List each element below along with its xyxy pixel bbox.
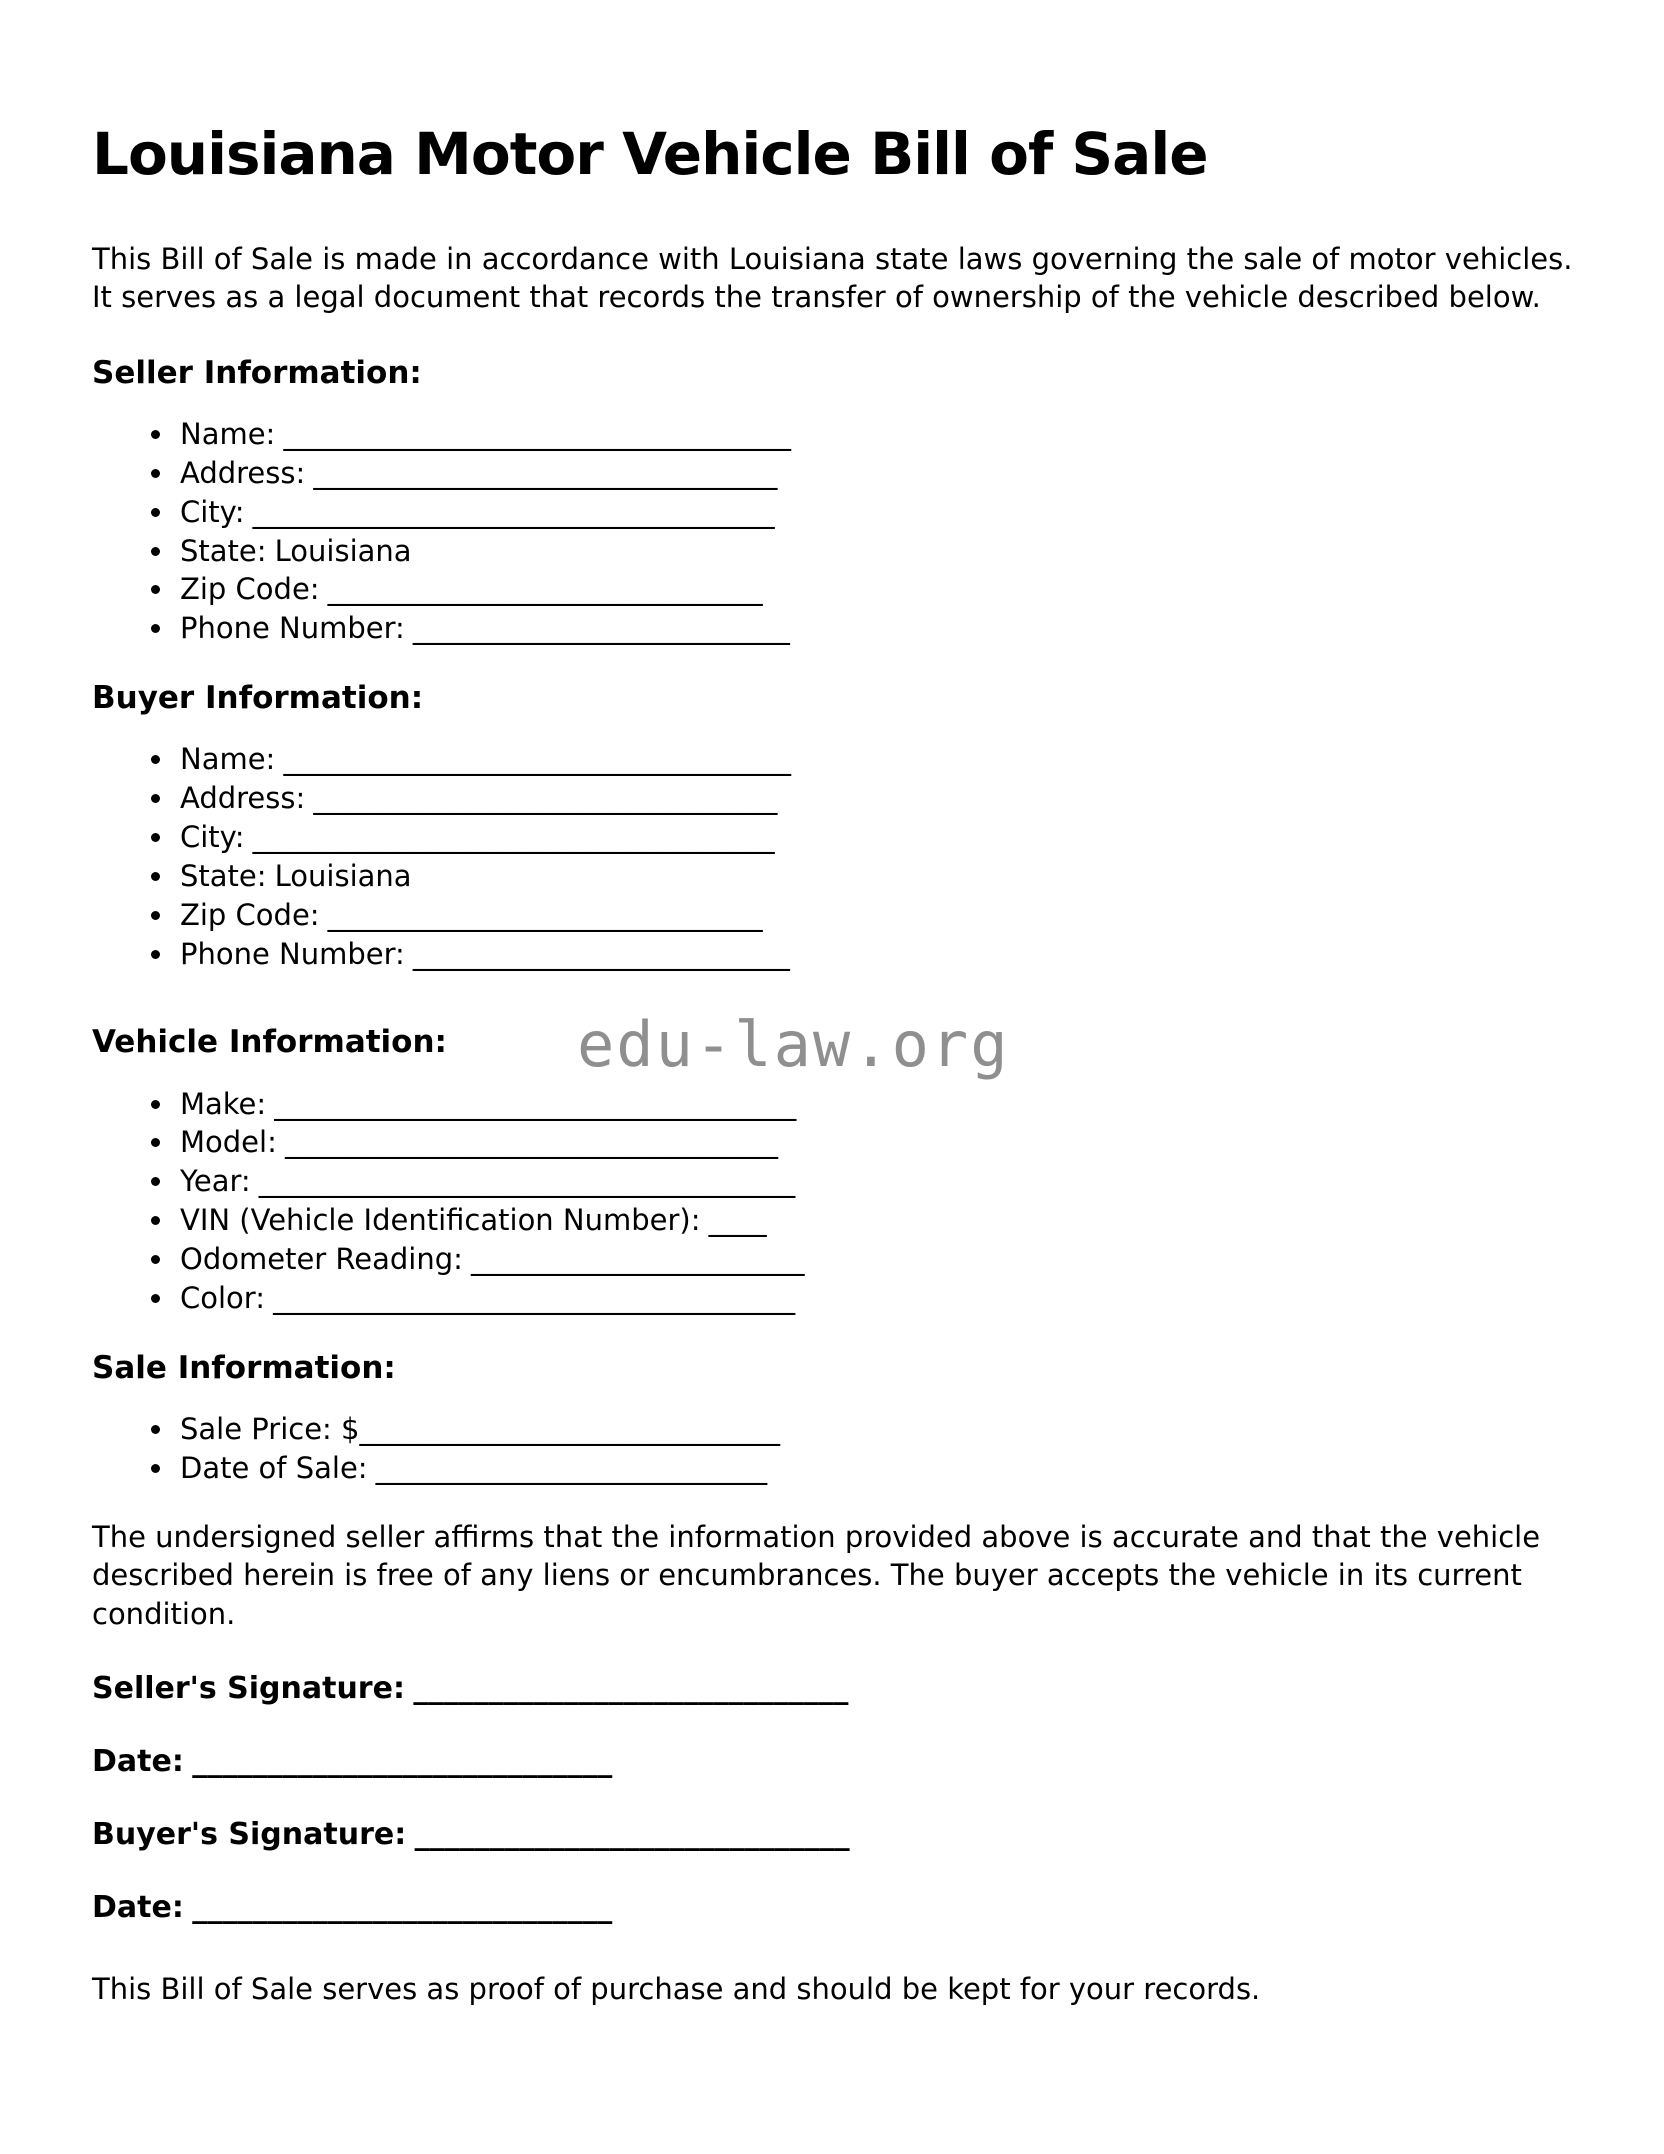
- field-label: Address:: [180, 455, 306, 490]
- blank-line: ______________________________: [327, 572, 763, 607]
- field-value: Louisiana: [274, 859, 412, 894]
- field-label: State:: [180, 533, 267, 568]
- seller-fields-list: [92, 415, 1576, 648]
- vehicle-year-field: [176, 1162, 1576, 1201]
- field-label: Sale Price: $: [180, 1411, 360, 1446]
- blank-line: _______________________: [471, 1241, 805, 1276]
- field-label: Address:: [180, 781, 306, 816]
- field-label: Date of Sale:: [180, 1450, 368, 1485]
- blank-line: ______________________________: [327, 897, 763, 932]
- affirmation-paragraph: The undersigned seller affirms that the information provided above is accurate and that the vehicle described herein is free of any liens or encumbrances. The buyer accepts the vehicle in its current condition.: [92, 1519, 1541, 1631]
- blank-line: __________________________: [412, 936, 790, 971]
- blank-line: __________________________: [412, 611, 790, 646]
- buyer-city-field: [176, 818, 1576, 857]
- field-label: Year:: [180, 1164, 251, 1199]
- edu-law-watermark: edu-law.org: [576, 1007, 1010, 1081]
- field-label: Zip Code:: [180, 572, 320, 607]
- blank-line: ____________________________________: [274, 1086, 797, 1121]
- sale-price-field: [176, 1410, 1576, 1449]
- seller-name-field: [176, 415, 1576, 454]
- field-label: Phone Number:: [180, 936, 405, 971]
- field-label: Model:: [180, 1125, 277, 1160]
- blank-line: ____________________________________: [273, 1280, 796, 1315]
- buyer-section-heading: Buyer Information:: [92, 680, 424, 717]
- blank-line: ___________________________________: [283, 417, 791, 452]
- blank-line: ________________________________: [313, 455, 778, 490]
- seller-section-heading: Seller Information:: [92, 354, 422, 391]
- buyer-phone-field: [176, 935, 1576, 974]
- blank-line: ________________________________: [313, 781, 778, 816]
- buyer-signature-line: [92, 1815, 1576, 1855]
- field-label: Odometer Reading:: [180, 1241, 463, 1276]
- buyer-state-field: [176, 857, 1576, 896]
- buyer-zip-field: [176, 896, 1576, 935]
- sale-fields-list: [92, 1410, 1576, 1488]
- signature-blank-line: ____________________________: [192, 1744, 613, 1780]
- vehicle-odometer-field: [176, 1240, 1576, 1279]
- buyer-address-field: [176, 779, 1576, 818]
- document-title: Louisiana Motor Vehicle Bill of Sale: [92, 120, 1208, 188]
- blank-line: _____________________________: [359, 1411, 780, 1446]
- signature-blank-line: _____________________________: [414, 1817, 850, 1853]
- signature-label: Date:: [92, 1890, 184, 1926]
- field-value: Louisiana: [274, 533, 412, 568]
- signature-label: Buyer's Signature:: [92, 1817, 407, 1853]
- blank-line: ____________________________________: [252, 494, 775, 529]
- blank-line: ____: [708, 1203, 767, 1238]
- blank-line: ___________________________: [375, 1450, 768, 1485]
- field-label: Name:: [180, 742, 276, 777]
- intro-paragraph: This Bill of Sale is made in accordance with Louisiana state laws governing the sale of motor vehicles. It serves as a legal document that records the transfer of ownership of the vehicle described below.: [92, 241, 1573, 315]
- sale-section-heading: Sale Information:: [92, 1349, 396, 1386]
- seller-address-field: [176, 454, 1576, 493]
- signature-label: Date:: [92, 1744, 184, 1780]
- vehicle-model-field: [176, 1123, 1576, 1162]
- field-label: Zip Code:: [180, 897, 320, 932]
- field-label: City:: [180, 820, 245, 855]
- seller-city-field: [176, 493, 1576, 532]
- buyer-signature-date-line: [92, 1888, 1576, 1928]
- signature-blank-line: ____________________________: [192, 1890, 613, 1926]
- blank-line: __________________________________: [284, 1125, 778, 1160]
- footer-note: This Bill of Sale serves as proof of purchase and should be kept for your records.: [92, 1971, 1261, 2006]
- field-label: Name:: [180, 417, 276, 452]
- blank-line: _____________________________________: [258, 1164, 796, 1199]
- vehicle-heading-row: [92, 1004, 1576, 1081]
- buyer-name-field: [176, 740, 1576, 779]
- field-label: Phone Number:: [180, 611, 405, 646]
- sale-date-field: [176, 1449, 1576, 1488]
- field-label: Make:: [180, 1086, 267, 1121]
- field-label: City:: [180, 494, 245, 529]
- vehicle-fields-list: [92, 1085, 1576, 1318]
- seller-state-field: [176, 532, 1576, 571]
- vehicle-vin-field: [176, 1201, 1576, 1240]
- field-label: State:: [180, 859, 267, 894]
- seller-zip-field: [176, 570, 1576, 609]
- signature-label: Seller's Signature:: [92, 1671, 405, 1707]
- vehicle-color-field: [176, 1279, 1576, 1318]
- blank-line: ___________________________________: [283, 742, 791, 777]
- seller-phone-field: [176, 609, 1576, 648]
- seller-signature-date-line: [92, 1742, 1576, 1782]
- field-label: VIN (Vehicle Identification Number):: [180, 1203, 701, 1238]
- blank-line: ____________________________________: [252, 820, 775, 855]
- buyer-fields-list: [92, 740, 1576, 973]
- vehicle-make-field: [176, 1085, 1576, 1124]
- vehicle-section-heading: Vehicle Information:: [92, 1024, 447, 1061]
- field-label: Color:: [180, 1280, 265, 1315]
- seller-signature-line: [92, 1669, 1576, 1709]
- signature-blank-line: _____________________________: [413, 1671, 849, 1707]
